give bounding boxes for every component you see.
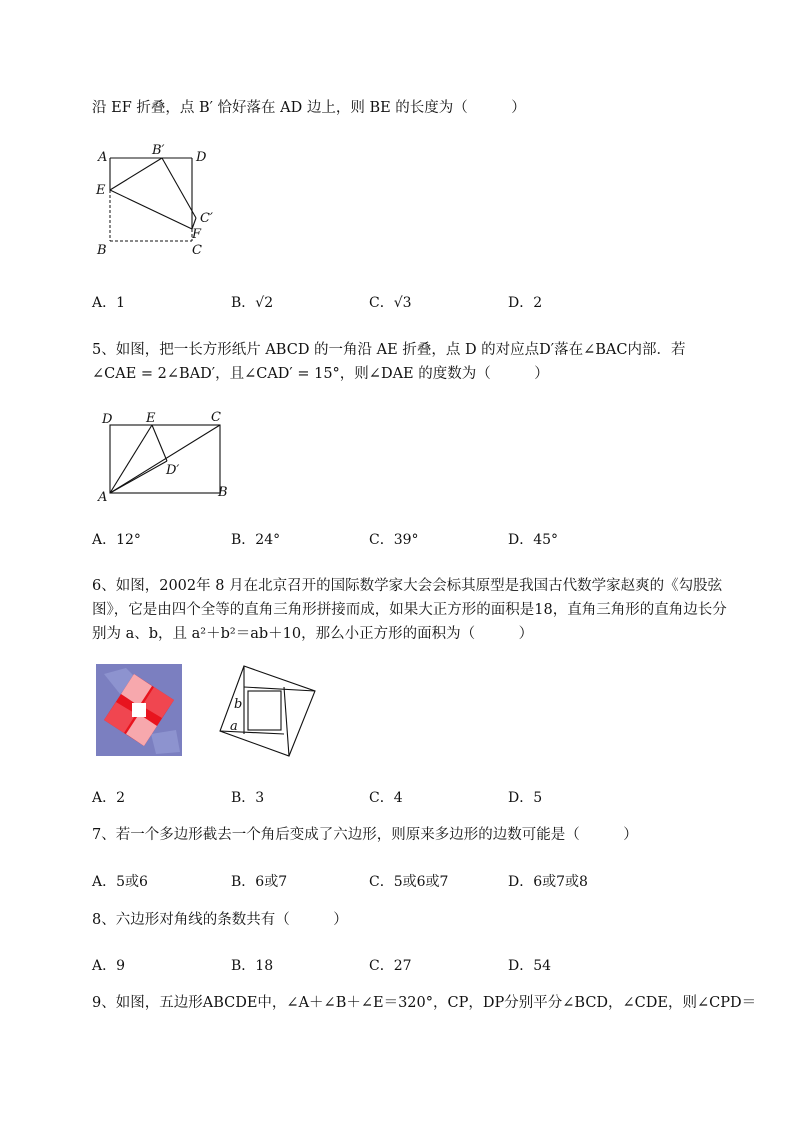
q7-stem: 7、若一个多边形截去一个角后变成了六边形，则原来多边形的边数可能是（ ）	[92, 827, 638, 843]
q4-option-b[interactable]: B．√2	[231, 295, 274, 311]
q5-label-dp: D′	[166, 463, 180, 478]
q5-label-b: B	[218, 485, 228, 500]
q4-label-bp: B′	[152, 143, 165, 158]
q5-option-a[interactable]: A．12°	[92, 532, 141, 548]
congress-logo-image	[96, 664, 182, 756]
q9-stem: 9、如图，五边形ABCDE中，∠A＋∠B＋∠E＝320°，CP，DP分别平分∠BCD，∠CDE，则∠CPD＝	[92, 995, 757, 1011]
q5-label-e: E	[146, 411, 156, 426]
q8-stem: 8、六边形对角线的条数共有（ ）	[92, 912, 348, 928]
q5-edge-ed	[152, 425, 167, 461]
logo-inner-square	[132, 703, 146, 717]
q5-label-c: C	[211, 410, 221, 425]
q6-option-d[interactable]: D．5	[508, 790, 543, 806]
q6-label-b: b	[234, 697, 243, 712]
q8-option-d[interactable]: D．54	[508, 958, 552, 974]
q6-stem-line2: 图》，它是由四个全等的直角三角形拼接而成，如果大正方形的面积是18，直角三角形的直角边长分	[92, 602, 727, 618]
q4-edge-bc	[162, 158, 196, 218]
q5-stem-line1: 5、如图，把一长方形纸片 ABCD 的一角沿 AE 折叠，点 D 的对应点D′落在∠BAC内部．若	[92, 342, 686, 358]
q5-fold-ae	[110, 425, 152, 493]
q4-stem: 沿 EF 折叠，点 B′ 恰好落在 AD 边上，则 BE 的长度为（ ）	[92, 100, 526, 116]
logo-map-shape-2	[151, 730, 180, 754]
q6-label-a: a	[230, 719, 238, 734]
q7-option-b[interactable]: B．6或7	[231, 874, 288, 890]
q6-stem-line1: 6、如图，2002年 8 月在北京召开的国际数学家大会会标其原型是我国古代数学家赵爽的《勾股弦	[92, 578, 723, 594]
q5-stem-line2: ∠CAE = 2∠BAD′，且∠CAD′ = 15°，则∠DAE 的度数为（ ）	[92, 366, 549, 382]
q4-label-f: F	[192, 227, 202, 242]
q4-label-a: A	[98, 150, 108, 165]
q4-label-c: C	[192, 243, 202, 258]
q5-label-d: D	[102, 412, 113, 427]
q4-figure	[92, 140, 232, 265]
q8-option-a[interactable]: A．9	[92, 958, 126, 974]
q6-inner-square	[248, 691, 281, 730]
q6-figure	[210, 660, 325, 765]
q5-figure	[92, 405, 242, 505]
q4-option-c[interactable]: C．√3	[369, 295, 412, 311]
q6-option-a[interactable]: A．2	[92, 790, 126, 806]
q5-label-a: A	[98, 490, 108, 505]
q4-label-e: E	[96, 183, 106, 198]
q6-line-3	[284, 687, 289, 756]
q4-label-d: D	[196, 150, 207, 165]
q4-label-cp: C′	[200, 211, 213, 226]
q4-label-b: B	[97, 243, 107, 258]
q5-option-d[interactable]: D．45°	[508, 532, 559, 548]
q4-edge-eb	[110, 158, 162, 190]
q5-option-b[interactable]: B．24°	[231, 532, 281, 548]
q7-option-c[interactable]: C．5或6或7	[369, 874, 449, 890]
q6-option-c[interactable]: C．4	[369, 790, 403, 806]
q8-option-b[interactable]: B．18	[231, 958, 274, 974]
q5-option-c[interactable]: C．39°	[369, 532, 419, 548]
q7-option-d[interactable]: D．6或7或8	[508, 874, 588, 890]
q6-stem-line3: 别为 a、b，且 a²＋b²＝ab＋10，那么小正方形的面积为（ ）	[92, 626, 534, 642]
q4-option-a[interactable]: A．1	[92, 295, 126, 311]
q5-edge-ad	[110, 461, 167, 493]
q4-fold-ef	[110, 190, 192, 229]
q6-option-b[interactable]: B．3	[231, 790, 265, 806]
q8-option-c[interactable]: C．27	[369, 958, 412, 974]
q5-diagonal-ac	[110, 425, 220, 493]
q7-option-a[interactable]: A．5或6	[92, 874, 148, 890]
q4-option-d[interactable]: D．2	[508, 295, 543, 311]
